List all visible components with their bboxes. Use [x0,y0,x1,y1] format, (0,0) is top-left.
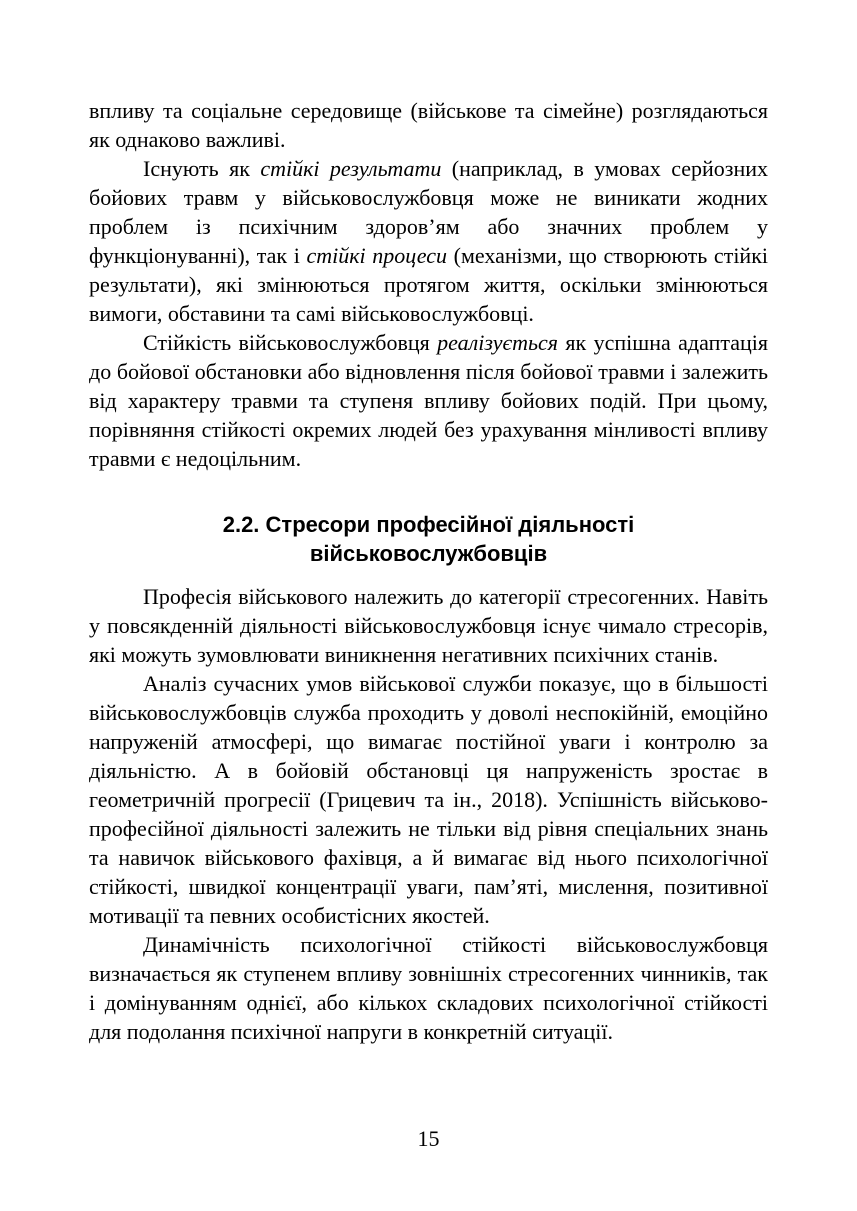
section-heading-line-1: 2.2. Стресори професійної діяльності [222,512,635,537]
paragraph-continuation: впливу та соціальне середовище (військове та сімейне) розглядаються як однаково важливі. [89,98,768,152]
text-run: (наприклад, в умовах серйозних бойових травм у військовослужбовця може не виникати жодних проблем із психічним здоров’ям або значних проблем у функціонуванні), так і [89,156,769,268]
italic-term-stable-results: стійкі результати [260,156,442,181]
paragraph-resilience [89,328,768,473]
page-content [89,96,768,1046]
paragraph-analysis: Аналіз сучасних умов військової служби показує, що в більшості військовослужбовців служба проходить у доволі неспокійній, емоційно напруженій атмосфері, що вимагає постійної уваги і контролю за діяльністю. А в бойовій обстановці ця напруженість зростає в геометричній прогресії (Грицевич та ін., 2018). Успішність військово-професійної діяльності залежить не тільки від рівня спеціальних знань та навичок військового фахівця, а й вимагає від нього психологічної стійкості, швидкої концентрації уваги, пам’яті, мислення, позитивної мотивації та певних особистісних якостей. [89,671,768,928]
text-run: Існують як [143,156,261,181]
section-heading-line-2: військовослужбовців [309,541,548,566]
section-heading [89,510,768,568]
text-run: Стійкість військовослужбовця [143,330,438,355]
italic-term-realized: реалізується [437,330,559,355]
paragraph-stable-results [89,154,768,328]
text-run: (механізми, що створюють стійкі результати), які змінюються протягом життя, оскільки змінюються вимоги, обставини та самі військовослужбовці. [89,243,768,326]
paragraph-profession: Професія військового належить до категорії стресогенних. Навіть у повсякденній діяльності військовослужбовця існує чимало стресорів, які можуть зумовлювати виникнення негативних психічних станів. [89,584,768,667]
text-run: як успішна адаптація до бойової обстановки або відновлення після бойової травми і залежить від характеру травми та ступеня впливу бойових подій. При цьому, порівняння стійкості окремих людей без урахування мінливості впливу травми є недоцільним. [89,330,768,471]
italic-term-stable-processes: стійкі процеси [306,243,448,268]
paragraph-dynamics: Динамічність психологічної стійкості військовослужбовця визначається як ступенем впливу зовнішніх стресогенних чинників, так і домінуванням однієї, або кількох складових психологічної стійкості для подолання психічної напруги в конкретній ситуації. [89,932,768,1044]
page-number: 15 [417,1126,440,1151]
